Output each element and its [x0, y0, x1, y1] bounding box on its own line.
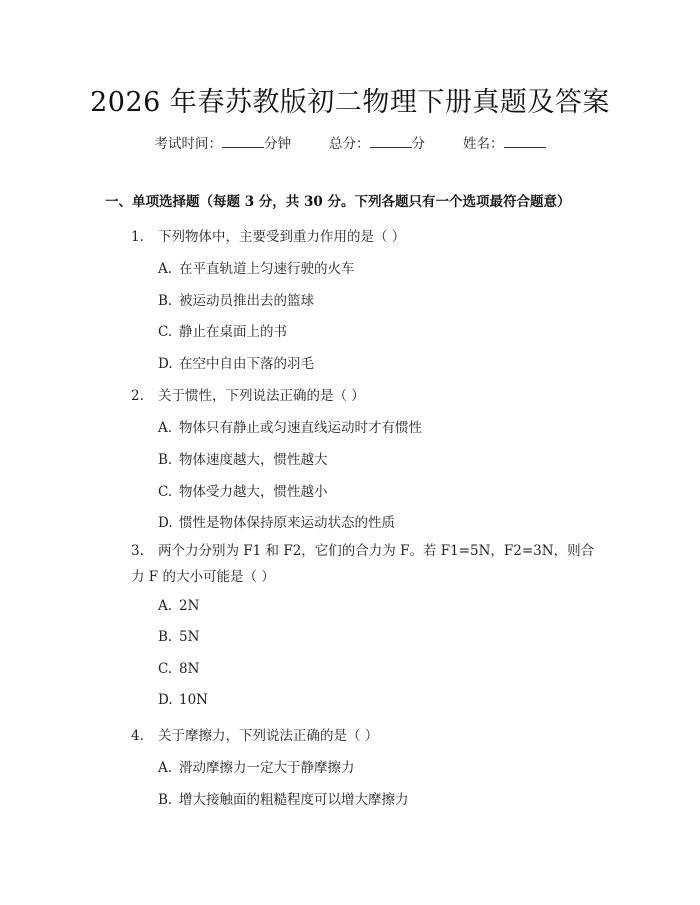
option-text: 滑动摩擦力一定大于静摩擦力: [179, 760, 355, 776]
option-letter: C.: [158, 661, 173, 677]
section-heading: 一、单项选择题（每题 3 分，共 30 分。下列各题只有一个选项最符合题意）: [105, 194, 571, 210]
exam-info-line: [0, 132, 700, 152]
exam-time-blank: [222, 135, 264, 148]
total-score-unit: 分: [411, 136, 425, 152]
option-letter: C.: [158, 484, 173, 500]
question-3: [131, 538, 599, 590]
question-1-option-a: [158, 257, 355, 277]
question-text: 两个力分别为 F1 和 F2，它们的合力为 F。若 F1=5N，F2=3N，则合力 F 的大小可能是（ ）: [131, 543, 595, 585]
option-letter: A.: [158, 261, 173, 277]
question-number: 2.: [131, 388, 144, 404]
total-score-blank: [370, 135, 412, 148]
exam-time-field: [155, 132, 292, 152]
option-text: 在平直轨道上匀速行驶的火车: [179, 261, 355, 277]
option-text: 8N: [179, 661, 200, 677]
option-letter: D.: [158, 356, 173, 372]
option-letter: B.: [158, 452, 173, 468]
option-letter: A.: [158, 760, 173, 776]
question-text: 关于惯性，下列说法正确的是（ ）: [158, 388, 365, 404]
question-number: 1.: [131, 229, 144, 245]
option-letter: B.: [158, 792, 173, 808]
question-1-option-b: [158, 289, 314, 309]
question-4-option-b: [158, 788, 409, 808]
question-3-option-d: [158, 692, 208, 708]
option-text: 物体受力越大，惯性越小: [179, 484, 328, 500]
question-2-option-b: [158, 448, 328, 468]
question-text: 关于摩擦力，下列说法正确的是（ ）: [158, 728, 379, 744]
option-letter: B.: [158, 293, 173, 309]
question-3-option-a: [158, 598, 199, 614]
option-letter: B.: [158, 629, 173, 645]
option-text: 静止在桌面上的书: [179, 324, 287, 340]
question-4-option-a: [158, 756, 355, 776]
option-letter: D.: [158, 692, 173, 708]
option-text: 5N: [179, 629, 200, 645]
question-3-option-c: [158, 661, 199, 677]
total-score-label: 总分：: [329, 136, 370, 152]
question-1-option-d: [158, 352, 314, 372]
student-name-label: 姓名：: [463, 136, 504, 152]
total-score-field: [329, 132, 425, 152]
option-letter: A.: [158, 420, 173, 436]
option-text: 物体只有静止或匀速直线运动时才有惯性: [179, 420, 422, 436]
option-text: 被运动员推出去的篮球: [179, 293, 314, 309]
question-1: [131, 225, 405, 245]
question-2-option-d: [158, 511, 395, 531]
exam-time-unit: 分钟: [264, 136, 291, 152]
option-text: 惯性是物体保持原来运动状态的性质: [179, 515, 395, 531]
option-text: 增大接触面的粗糙程度可以增大摩擦力: [179, 792, 409, 808]
option-text: 2N: [179, 598, 200, 614]
option-letter: A.: [158, 598, 173, 614]
question-3-option-b: [158, 629, 199, 645]
question-2-option-c: [158, 480, 328, 500]
option-letter: C.: [158, 324, 173, 340]
option-text: 物体速度越大，惯性越大: [179, 452, 328, 468]
option-text: 在空中自由下落的羽毛: [179, 356, 314, 372]
question-1-option-c: [158, 320, 287, 340]
question-number: 3.: [131, 543, 144, 559]
student-name-blank: [504, 135, 546, 148]
option-text: 10N: [179, 692, 208, 708]
question-number: 4.: [131, 728, 144, 744]
question-2: [131, 384, 365, 404]
question-2-option-a: [158, 416, 422, 436]
question-text: 下列物体中，主要受到重力作用的是（ ）: [158, 229, 406, 245]
student-name-field: [463, 132, 546, 152]
question-4: [131, 724, 378, 744]
page-title: 2026 年春苏教版初二物理下册真题及答案: [90, 87, 610, 118]
exam-time-label: 考试时间：: [154, 136, 222, 152]
option-letter: D.: [158, 515, 173, 531]
